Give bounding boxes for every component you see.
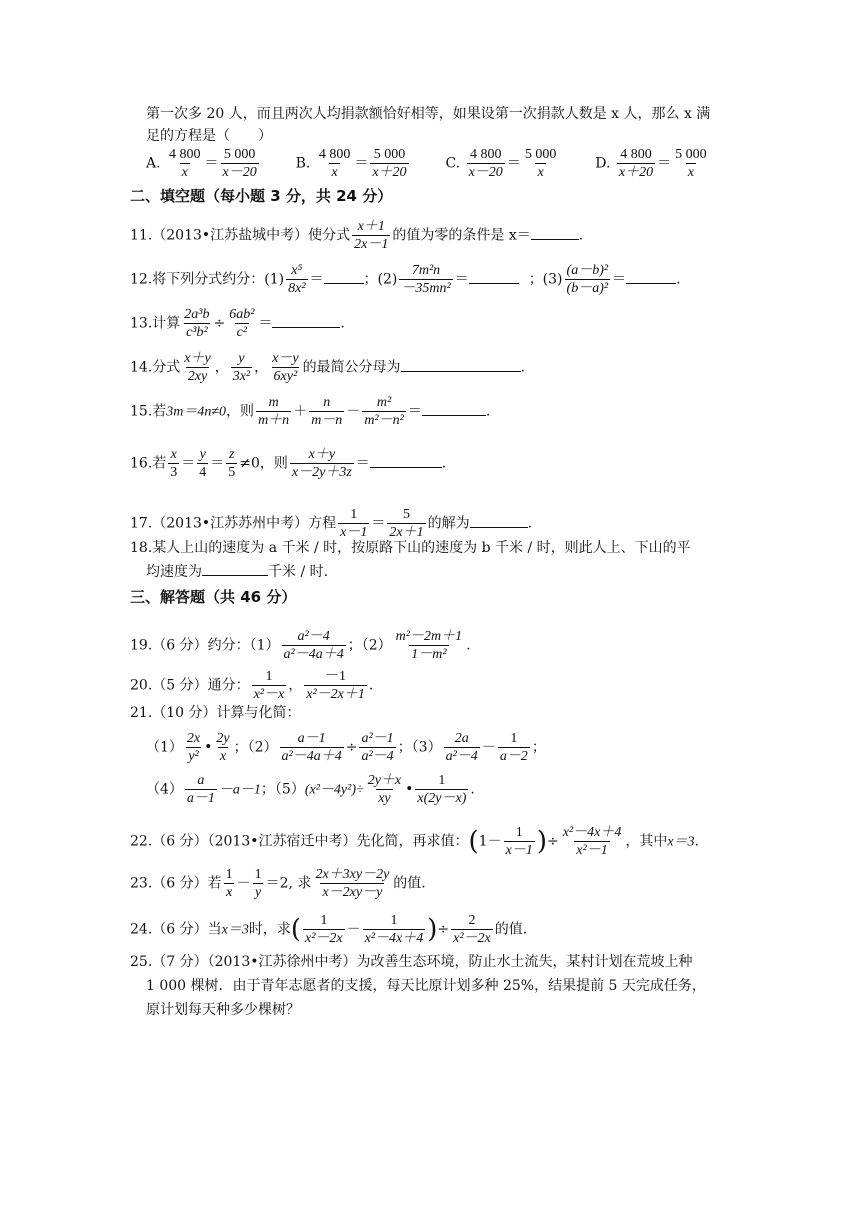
question-21-row1: （1） $\frac{2x}{\text{y²}}$ • $\frac{2y}{x}$ ；（2） $\frac{a-1}{\text{a²－4a＋4}}$ ÷ $\frac{\text{a²－1}}{\text{a²－4}}$ ；（3） $\frac{2a}{\text{a²－4}}$ － $\frac{1}{a-2}$ ； (146, 731, 546, 764)
section-2-heading: 二、填空题（每小题 3 分，共 24 分） (130, 187, 393, 205)
question-12: 12.将下列分式约分：(1) $\frac{\text{x⁵}}{\text{8x²}}$ ＝ ；(2) $\frac{\text{7m²n}}{\text{－35mn²}}$ ＝ ；(3) $\frac{\text{(a－b)²}}{\text{(b－a)²}}$ ＝ . (130, 263, 681, 296)
section-3-heading: 三、解答题（共 46 分） (130, 588, 297, 606)
q10-options: A. $\frac{4 800}{x}$ ＝ $\frac{5 000}{x-20}$ B. $\frac{4 800}{x}$ ＝ $\frac{5 000}{x+20}$ C. $\frac{4 800}{x-20}$ ＝ $\frac{5 000}{x}$ D. $\frac{4 800}{x+20}$ ＝ $\frac{5 000}{x}$ (146, 147, 707, 180)
fraction: $\frac{4 800}{x+20}$ (618, 147, 654, 180)
option-b-label: B. (295, 155, 311, 172)
answer-blank (401, 357, 521, 372)
question-25-line2: 1 000 棵树．由于青年志愿者的支援，每天比原计划多种 25%，结果提前 5 天完成任务， (146, 978, 706, 994)
fraction: $\frac{4 800}{x-20}$ (468, 147, 503, 180)
q10-line2: 足的方程是（ ） (146, 128, 272, 144)
fraction: $\frac{5 000}{x+20}$ (372, 147, 407, 180)
answer-blank (272, 313, 340, 328)
question-24: 24.（6 分）当x＝3时，求( $\frac{1}{\text{x²－2x}}$ － $\frac{1}{\text{x²－4x＋4}}$ )÷ $\frac{2}{\text{x²－2x}}$ 的值. (130, 913, 528, 946)
answer-blank (531, 225, 579, 240)
question-23: 23.（6 分）若 $\frac{1}{x}$ － $\frac{1}{y}$ ＝2, 求 $\frac{2x+3xy-2y}{x-2xy-y}$ 的值. (130, 867, 426, 900)
fraction: $\frac{5 000}{x}$ (524, 147, 557, 180)
option-c-label: C. (445, 155, 461, 172)
question-19: 19.（6 分）约分：（1） $\frac{\text{a²－4}}{\text{a²－4a＋4}}$ ；（2） $\frac{\text{m²－2m＋1}}{\text{1－m²}}$ . (130, 629, 471, 662)
fraction: $\frac{5 000}{x}$ (675, 147, 707, 180)
question-11: 11.（2013•江苏盐城中考）使分式 $\frac{x+1}{2x-1}$ 的值为零的条件是 x＝ . (130, 219, 584, 252)
fraction: $\frac{4 800}{x}$ (169, 147, 201, 180)
question-18-line1: 18.某人上山的速度为 a 千米 / 时，按原路下山的速度为 b 千米 / 时，则此人上、下山的平 (130, 540, 691, 556)
answer-blank (469, 269, 519, 284)
question-16: 16.若 $\frac{x}{3}$ ＝ $\frac{y}{4}$ ＝ $\frac{z}{5}$ ≠0，则 $\frac{x+y}{x-2y+3z}$ ＝ . (130, 447, 447, 480)
question-25-line1: 25.（7 分）（2013•江苏徐州中考）为改善生态环境，防止水土流失，某村计划在荒坡上种 (130, 954, 693, 970)
answer-blank (324, 269, 364, 284)
question-21-row2: （4） $\frac{a}{a-1}$ －a－1；（5）(x²－4y²)÷ $\frac{2y+x}{xy}$ • $\frac{1}{x(2y-x)}$ . (146, 773, 475, 806)
question-13: 13.计算 $\frac{\text{2a³b}}{\text{c³b²}}$ ÷ $\frac{\text{6ab²}}{\text{c²}}$ ＝ . (130, 307, 345, 340)
answer-blank (470, 513, 528, 528)
question-25-line3: 原计划每天种多少棵树？ (146, 1002, 300, 1018)
fraction: $\frac{4 800}{x}$ (318, 147, 351, 180)
answer-blank (370, 453, 442, 468)
answer-blank (422, 401, 486, 416)
answer-blank (626, 269, 676, 284)
question-22: 22.（6 分）（2013•江苏宿迁中考）先化简，再求值：(1－ $\frac{1}{x-1}$ )÷ $\frac{\text{x²－4x＋4}}{\text{x²－1}}$ ，其中x＝3. (130, 825, 699, 858)
question-21-title: 21.（10 分）计算与化简： (130, 705, 301, 721)
question-20: 20.（5 分）通分： $\frac{1}{\text{x²－x}}$ ， $\frac{-1}{\text{x²－2x＋1}}$ . (130, 669, 374, 702)
question-18-line2: 均速度为 千米 / 时. (146, 561, 328, 582)
option-a-label: A. (146, 155, 161, 172)
q10-line1: 第一次多 20 人，而且两次人均捐款额恰好相等，如果设第一次捐款人数是 x 人，那么 x 满 (146, 106, 711, 122)
question-14: 14.分式 $\frac{x+y}{2xy}$ ， $\frac{y}{\text{3x²}}$ ， $\frac{x-y}{\text{6xy²}}$ 的最简公分母为 . (130, 351, 526, 384)
question-17: 17.（2013•江苏苏州中考）方程 $\frac{1}{x-1}$ ＝ $\frac{5}{2x+1}$ 的解为 . (130, 507, 533, 540)
option-d-label: D. (595, 155, 611, 172)
fraction: $\frac{5 000}{x-20}$ (222, 147, 257, 180)
answer-blank (202, 561, 268, 576)
question-15: 15.若3m＝4n≠0，则 $\frac{m}{m+n}$ ＋ $\frac{n}{m-n}$ － $\frac{\text{m²}}{\text{m²－n²}}$ ＝ . (130, 395, 491, 428)
